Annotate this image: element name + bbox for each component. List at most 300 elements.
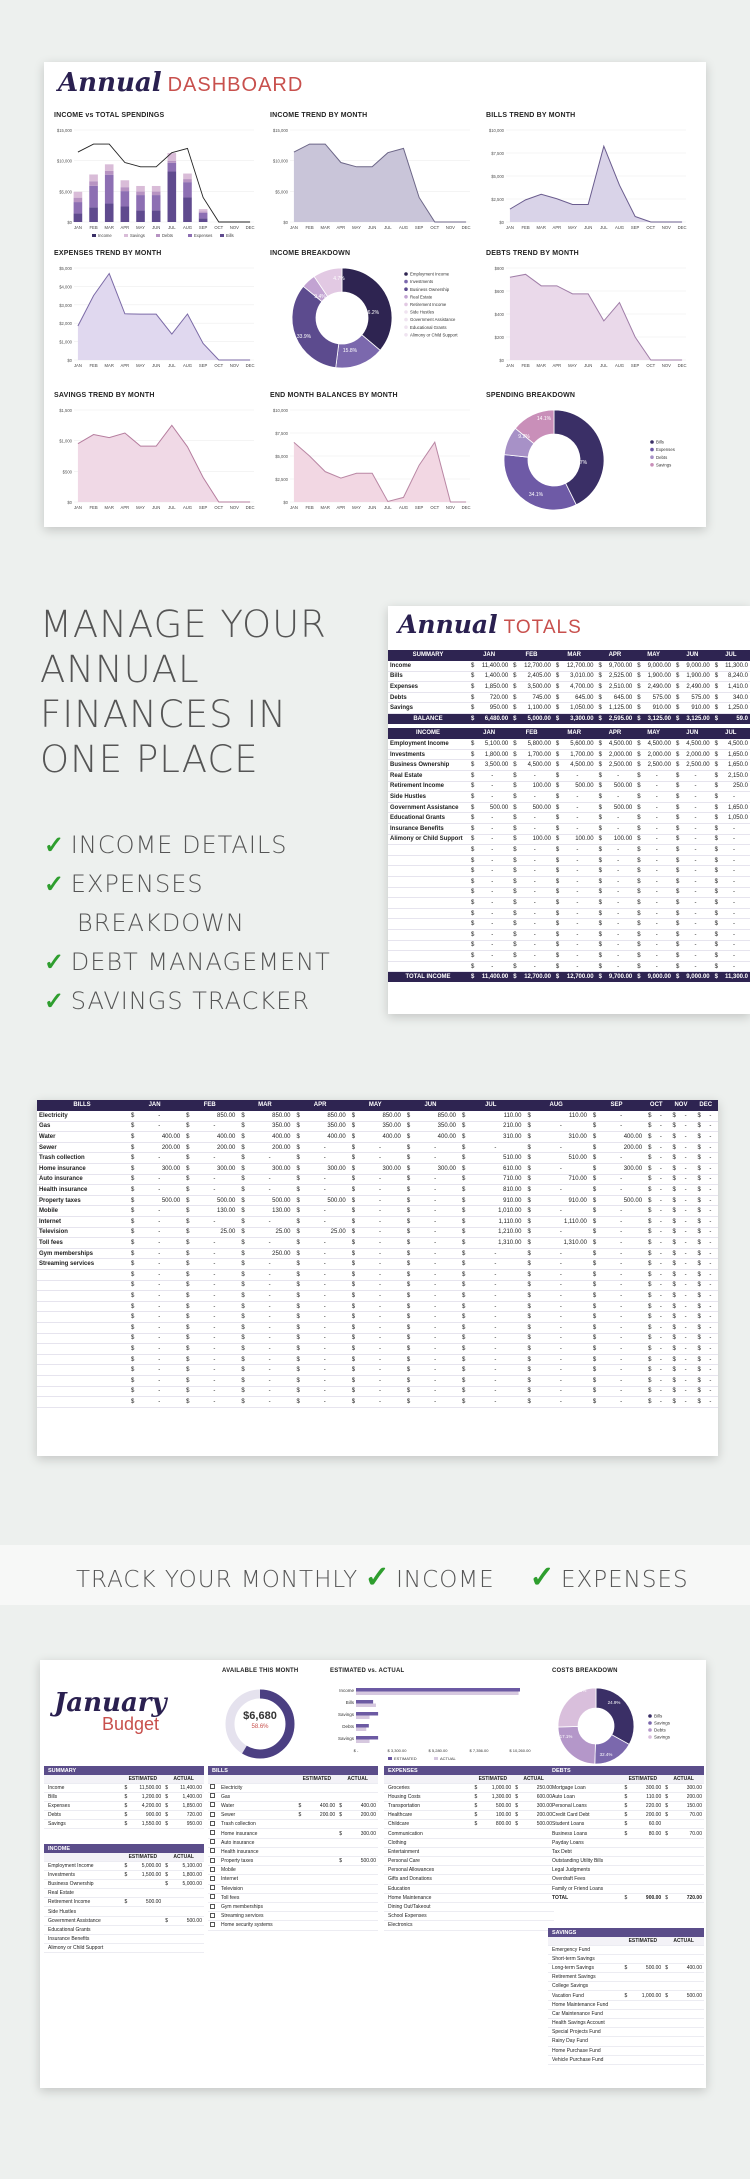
- month-header: MAY: [634, 650, 673, 661]
- cell-currency: $: [510, 824, 516, 835]
- cell-value: [670, 2000, 704, 2009]
- cell-currency: $: [596, 951, 602, 962]
- cell-value: -: [247, 1312, 293, 1323]
- cell-currency: $: [694, 1248, 703, 1259]
- cell-currency: $: [165, 1917, 168, 1924]
- row-checkbox[interactable]: [208, 1902, 217, 1911]
- cell-value: -: [703, 1174, 718, 1185]
- cell-value: -: [412, 1142, 458, 1153]
- y-tick-label: $5,000: [275, 189, 288, 195]
- header-cell: SUMMARY: [388, 650, 468, 661]
- cell-value: -: [474, 813, 510, 824]
- x-tick-label: NOV: [229, 225, 239, 230]
- column-header-row: [384, 1775, 554, 1783]
- cell-value: -: [302, 1259, 348, 1270]
- cell-currency: $: [668, 1174, 677, 1185]
- cell-currency: $: [510, 876, 516, 887]
- cell-value: 1,900.00: [679, 671, 711, 682]
- row-label: [388, 961, 468, 972]
- cell-currency: $: [668, 1217, 677, 1228]
- cell-value: -: [703, 1206, 718, 1217]
- cell-value: 100.00: [517, 781, 553, 792]
- cell-value: -: [703, 1365, 718, 1376]
- cell-currency: [622, 1847, 629, 1856]
- cell-currency: $: [553, 771, 559, 782]
- cell-currency: $: [712, 951, 718, 962]
- month-header: APR: [596, 728, 635, 739]
- cell-value: -: [192, 1185, 238, 1196]
- cell-currency: $: [668, 1280, 677, 1291]
- cell-currency: $: [634, 703, 640, 714]
- month-header: MAR: [553, 728, 596, 739]
- row-checkbox[interactable]: [208, 1792, 217, 1801]
- list-item: [208, 1838, 378, 1847]
- cell-value: -: [703, 1121, 718, 1132]
- cell-currency: $: [694, 1111, 703, 1122]
- legend-label: Business Ownership: [410, 286, 450, 292]
- cell-currency: $: [403, 1322, 412, 1333]
- cell-currency: $: [293, 1291, 302, 1302]
- cell-currency: $: [589, 1375, 598, 1386]
- cell-currency: $: [644, 1270, 653, 1281]
- cell-value: 1,700.00: [517, 749, 553, 760]
- cell-value: -: [602, 951, 634, 962]
- cell-currency: $: [673, 739, 679, 750]
- cell-value: -: [412, 1227, 458, 1238]
- list-item: [384, 1884, 554, 1893]
- donut-slice: [504, 455, 576, 510]
- cell-value: 1,250.0: [718, 703, 750, 714]
- cell-value: 1,800.00: [170, 1870, 204, 1879]
- cell-currency: $: [348, 1259, 357, 1270]
- month-header: FEB: [182, 1100, 237, 1111]
- est-header: ESTIMATED: [122, 1853, 163, 1861]
- cell-value: -: [192, 1248, 238, 1259]
- income-totals-table: [388, 728, 750, 982]
- cell-currency: $: [468, 781, 474, 792]
- cell-currency: $: [694, 1132, 703, 1143]
- cell-currency: $: [553, 760, 559, 771]
- cell-value: -: [467, 1333, 523, 1344]
- y-tick-label: $400: [494, 312, 504, 317]
- cell-currency: $: [596, 671, 602, 682]
- x-tick-label: MAR: [536, 363, 546, 368]
- bar-bills: [89, 207, 98, 222]
- cell-value: -: [641, 866, 673, 877]
- cell-currency: $: [644, 1185, 653, 1196]
- cell-currency: $: [596, 961, 602, 972]
- row-checkbox[interactable]: [208, 1811, 217, 1820]
- cell-currency: $: [694, 1174, 703, 1185]
- cell-currency: $: [673, 692, 679, 703]
- eva-tick-label: $ 10,260.00: [509, 1748, 531, 1753]
- cell-currency: $: [644, 1344, 653, 1355]
- est-header: ESTIMATED: [622, 1775, 663, 1783]
- row-checkbox[interactable]: [208, 1829, 217, 1838]
- cell-value: [670, 1857, 704, 1866]
- x-tick-label: JAN: [73, 363, 82, 368]
- cell-currency: [663, 1982, 670, 1991]
- cell-currency: $: [458, 1291, 467, 1302]
- cell-currency: $: [634, 898, 640, 909]
- cell-currency: $: [553, 972, 559, 983]
- cell-value: -: [412, 1280, 458, 1291]
- row-label: Income: [44, 1783, 122, 1792]
- row-label: Gym memberships: [217, 1902, 296, 1911]
- cell-currency: [622, 1973, 629, 1982]
- cell-value: -: [357, 1270, 403, 1281]
- cell-currency: $: [468, 887, 474, 898]
- cell-currency: $: [237, 1365, 246, 1376]
- bar-savings: [136, 186, 145, 192]
- cell-currency: $: [403, 1386, 412, 1397]
- cell-value: 200.00: [192, 1142, 238, 1153]
- row-checkbox[interactable]: [208, 1884, 217, 1893]
- cell-currency: $: [237, 1121, 246, 1132]
- legend-swatch: [404, 310, 408, 314]
- cell-currency: $: [712, 692, 718, 703]
- dashboard-title: [58, 68, 303, 98]
- cell-currency: [337, 1783, 344, 1792]
- cell-currency: $: [510, 834, 516, 845]
- totals-title-caps: TOTALS: [503, 617, 582, 638]
- row-checkbox[interactable]: [208, 1847, 217, 1856]
- cell-value: -: [302, 1397, 348, 1408]
- cell-value: -: [302, 1312, 348, 1323]
- cell-currency: $: [553, 876, 559, 887]
- cell-value: -: [678, 1121, 694, 1132]
- list-item: [208, 1902, 378, 1911]
- cell-currency: $: [634, 771, 640, 782]
- row-label: Rainy Day Fund: [548, 2037, 622, 2046]
- cell-value: -: [678, 1344, 694, 1355]
- cell-currency: $: [673, 961, 679, 972]
- cell-currency: $: [403, 1132, 412, 1143]
- cell-currency: $: [596, 739, 602, 750]
- cell-value: -: [412, 1344, 458, 1355]
- cell-value: -: [678, 1301, 694, 1312]
- cell-value: -: [474, 908, 510, 919]
- list-item: [44, 1870, 204, 1879]
- row-label: Credit Card Debt: [548, 1811, 622, 1820]
- y-tick-label: $10,000: [56, 158, 72, 164]
- table-row: [37, 1322, 718, 1333]
- legend-swatch: [388, 1757, 392, 1760]
- cell-value: [629, 1945, 663, 1954]
- cell-value: -: [678, 1386, 694, 1397]
- cell-value: -: [679, 866, 711, 877]
- cell-currency: $: [523, 1280, 532, 1291]
- cell-value: -: [679, 802, 711, 813]
- cell-value: -: [679, 876, 711, 887]
- cell-currency: $: [694, 1217, 703, 1228]
- cell-value: -: [559, 908, 595, 919]
- legend-label: Alimony or Child Support: [410, 332, 458, 338]
- mini-table-savings: [548, 1928, 704, 2065]
- cell-value: [344, 1893, 378, 1902]
- cell-value: 2,490.00: [679, 682, 711, 693]
- cell-currency: [296, 1893, 303, 1902]
- cell-value: 8,240.0: [718, 671, 750, 682]
- cell-currency: $: [339, 1830, 342, 1837]
- cell-currency: $: [589, 1206, 598, 1217]
- cell-value: 5,000.00: [517, 714, 553, 725]
- row-checkbox[interactable]: [208, 1857, 217, 1866]
- table-row: [37, 1206, 718, 1217]
- cell-value: 500.00: [192, 1195, 238, 1206]
- cell-currency: $: [468, 845, 474, 856]
- cell-currency: $: [673, 714, 679, 725]
- cell-value: -: [467, 1386, 523, 1397]
- list-item: [548, 2009, 704, 2018]
- table-row: [388, 929, 750, 940]
- x-tick-label: JAN: [73, 225, 82, 230]
- cell-value: 400.00: [670, 1963, 704, 1972]
- row-checkbox[interactable]: [208, 1875, 217, 1884]
- row-label: Insurance Benefits: [388, 824, 468, 835]
- cell-value: -: [302, 1322, 348, 1333]
- cell-value: -: [598, 1301, 644, 1312]
- cell-value: -: [467, 1375, 523, 1386]
- cell-value: -: [302, 1238, 348, 1249]
- row-checkbox[interactable]: [208, 1866, 217, 1875]
- cell-currency: [622, 1875, 629, 1884]
- header-row: [548, 1928, 704, 1937]
- cell-currency: $: [510, 739, 516, 750]
- column-header-row: [208, 1775, 378, 1783]
- cell-currency: $: [237, 1195, 246, 1206]
- cell-value: 5,600.00: [559, 739, 595, 750]
- cell-value: [670, 2055, 704, 2064]
- cell-value: -: [653, 1375, 668, 1386]
- check-item-income: ✓ INCOME DETAILS: [44, 831, 288, 859]
- cell-value: [303, 1884, 337, 1893]
- x-tick-label: AUG: [614, 225, 625, 230]
- cell-currency: $: [468, 866, 474, 877]
- cell-currency: $: [712, 714, 718, 725]
- cell-value: -: [302, 1217, 348, 1228]
- cell-value: 300.00: [302, 1164, 348, 1175]
- cell-value: -: [598, 1291, 644, 1302]
- row-checkbox[interactable]: [208, 1820, 217, 1829]
- cell-value: -: [641, 834, 673, 845]
- cell-currency: $: [634, 792, 640, 803]
- table-row: [388, 908, 750, 919]
- cell-value: 1,410.0: [718, 682, 750, 693]
- month-header: MAR: [237, 1100, 292, 1111]
- cell-value: [129, 1944, 163, 1953]
- header-row: [388, 650, 750, 661]
- cell-currency: $: [237, 1132, 246, 1143]
- cell-value: [629, 1857, 663, 1866]
- row-label: Gas: [217, 1792, 296, 1801]
- cell-value: -: [653, 1344, 668, 1355]
- cell-value: -: [703, 1164, 718, 1175]
- area-fill: [510, 274, 682, 360]
- cell-value: -: [703, 1301, 718, 1312]
- cell-value: -: [467, 1301, 523, 1312]
- cell-value: 1,300.00: [479, 1792, 513, 1801]
- cell-value: 910.00: [641, 703, 673, 714]
- row-checkbox[interactable]: [208, 1783, 217, 1792]
- hero-line-3: FINANCES IN: [40, 693, 287, 736]
- cell-currency: $: [644, 1153, 653, 1164]
- list-item: [384, 1893, 554, 1902]
- cell-currency: $: [673, 682, 679, 693]
- cell-currency: $: [468, 749, 474, 760]
- cell-value: 5,000.00: [170, 1879, 204, 1888]
- cell-value: 500.00: [479, 1801, 513, 1810]
- cell-value: 100.00: [517, 834, 553, 845]
- cell-value: -: [679, 940, 711, 951]
- row-checkbox[interactable]: [208, 1912, 217, 1921]
- row-label: [388, 876, 468, 887]
- cell-currency: $: [668, 1291, 677, 1302]
- cell-value: -: [559, 813, 595, 824]
- cell-currency: $: [293, 1132, 302, 1143]
- cell-currency: $: [589, 1291, 598, 1302]
- row-checkbox[interactable]: [208, 1921, 217, 1930]
- cell-value: -: [474, 940, 510, 951]
- available-pct: 58.6%: [251, 1724, 269, 1730]
- list-item: [384, 1866, 554, 1875]
- bar-savings: [152, 186, 161, 192]
- cell-value: -: [653, 1206, 668, 1217]
- cell-currency: $: [694, 1344, 703, 1355]
- cell-value: 1,100.00: [517, 703, 553, 714]
- cell-currency: $: [634, 661, 640, 672]
- cell-currency: $: [237, 1259, 246, 1270]
- cell-currency: $: [127, 1227, 136, 1238]
- panel-chart: [268, 112, 476, 240]
- cell-currency: $: [182, 1185, 191, 1196]
- list-item: [44, 1792, 204, 1801]
- cell-value: [520, 1902, 554, 1911]
- list-item: [208, 1811, 378, 1820]
- row-checkbox[interactable]: [208, 1801, 217, 1810]
- cell-value: -: [302, 1280, 348, 1291]
- cell-value: -: [703, 1333, 718, 1344]
- legend-label: Investments: [410, 279, 434, 285]
- bar-bills: [74, 213, 83, 222]
- cell-currency: [163, 1944, 170, 1953]
- list-item: [548, 1963, 704, 1972]
- cell-value: -: [136, 1153, 182, 1164]
- cell-value: 500.00: [629, 1963, 663, 1972]
- panel-chart: [484, 392, 692, 520]
- row-label: Educational Grants: [388, 813, 468, 824]
- cell-currency: $: [510, 760, 516, 771]
- eva-bar-estimated: [356, 1688, 520, 1692]
- cell-value: -: [533, 1312, 589, 1323]
- cell-value: -: [412, 1333, 458, 1344]
- table-row: [388, 692, 750, 703]
- legend-swatch: [650, 440, 654, 444]
- x-tick-label: NOV: [229, 363, 239, 368]
- cell-value: 850.00: [192, 1111, 238, 1122]
- table-row: [388, 961, 750, 972]
- cell-value: 400.00: [192, 1132, 238, 1143]
- cell-value: -: [302, 1248, 348, 1259]
- cell-value: -: [641, 771, 673, 782]
- cell-currency: $: [458, 1227, 467, 1238]
- cell-value: 500.00: [344, 1857, 378, 1866]
- x-tick-label: DEC: [245, 505, 255, 510]
- cell-value: 2,500.00: [602, 760, 634, 771]
- x-tick-label: FEB: [521, 225, 530, 230]
- bar-bills: [105, 204, 114, 222]
- table-row: [388, 739, 750, 750]
- cell-value: -: [517, 898, 553, 909]
- cell-currency: $: [596, 834, 602, 845]
- header-row: [548, 1766, 704, 1775]
- cell-currency: $: [468, 792, 474, 803]
- dashboard-title-caps: DASHBOARD: [167, 74, 304, 96]
- cell-value: [303, 1838, 337, 1847]
- row-label: Streaming services: [37, 1259, 127, 1270]
- list-item: [44, 1944, 204, 1953]
- cell-value: -: [357, 1386, 403, 1397]
- y-tick-label: $200: [494, 335, 504, 340]
- cell-value: -: [192, 1397, 238, 1408]
- cell-currency: $: [403, 1333, 412, 1344]
- cell-value: -: [517, 792, 553, 803]
- legend-swatch: [156, 234, 160, 237]
- cell-currency: $: [668, 1142, 677, 1153]
- cell-value: -: [412, 1365, 458, 1376]
- cell-currency: $: [127, 1164, 136, 1175]
- row-label: Family or Friend Loans: [548, 1884, 622, 1893]
- x-tick-label: JUL: [168, 363, 176, 368]
- cell-value: -: [718, 887, 750, 898]
- cell-value: -: [533, 1354, 589, 1365]
- row-checkbox[interactable]: [208, 1838, 217, 1847]
- cell-currency: $: [458, 1259, 467, 1270]
- row-label: Student Loans: [548, 1820, 622, 1829]
- cell-currency: $: [712, 929, 718, 940]
- cell-currency: $: [668, 1238, 677, 1249]
- cell-currency: $: [127, 1301, 136, 1312]
- cell-currency: $: [127, 1111, 136, 1122]
- cell-value: -: [598, 1238, 644, 1249]
- bar-bills: [121, 207, 130, 222]
- cell-currency: $: [553, 908, 559, 919]
- cell-currency: $: [673, 845, 679, 856]
- cell-value: 1,210.00: [467, 1227, 523, 1238]
- cell-value: [670, 2028, 704, 2037]
- cell-value: 4,500.00: [641, 739, 673, 750]
- list-item: [384, 1875, 554, 1884]
- cell-value: -: [247, 1386, 293, 1397]
- cell-value: [629, 1954, 663, 1963]
- cell-value: -: [598, 1248, 644, 1259]
- cell-value: -: [533, 1185, 589, 1196]
- row-label: Internet: [37, 1217, 127, 1228]
- bar-savings: [89, 174, 98, 181]
- row-label: Long-term Savings: [548, 1963, 622, 1972]
- cell-currency: $: [596, 908, 602, 919]
- x-tick-label: APR: [120, 505, 130, 510]
- cell-currency: [337, 1792, 344, 1801]
- cell-value: 2,405.00: [517, 671, 553, 682]
- cell-currency: $: [553, 682, 559, 693]
- row-checkbox[interactable]: [208, 1893, 217, 1902]
- legend-label: Debts: [162, 233, 173, 238]
- list-item: [384, 1912, 554, 1921]
- cell-currency: $: [523, 1248, 532, 1259]
- cell-value: 12,700.00: [517, 661, 553, 672]
- cell-currency: $: [694, 1259, 703, 1270]
